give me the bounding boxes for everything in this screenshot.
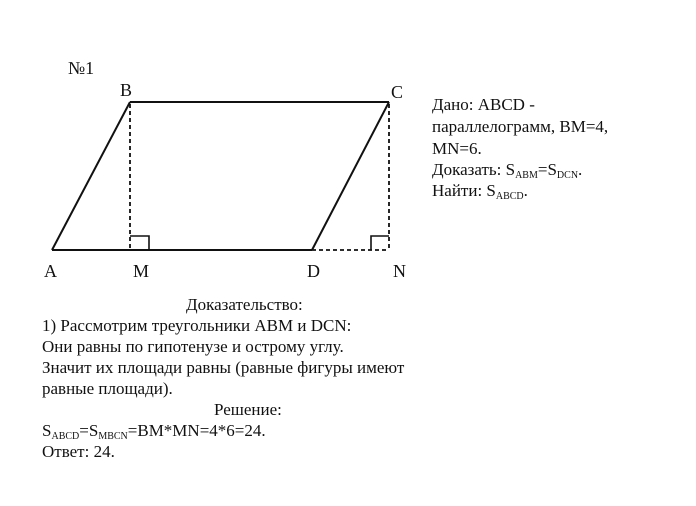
solution-title: Решение: bbox=[214, 400, 282, 419]
point-label-m: M bbox=[133, 261, 150, 281]
solution-sub-abcd: ABCD bbox=[51, 431, 80, 442]
find-sub-abcd: ABCD bbox=[495, 191, 524, 202]
right-angle-m bbox=[130, 236, 149, 250]
proof-title: Доказательство: bbox=[186, 295, 303, 314]
find-prefix: Найти: S bbox=[432, 181, 496, 200]
problem-number: №1 bbox=[68, 58, 95, 78]
solution-eq: =S bbox=[79, 421, 99, 440]
given-line-3: MN=6. bbox=[432, 139, 482, 158]
prove-sub-abm: ABM bbox=[515, 170, 538, 181]
prove-prefix: Доказать: S bbox=[432, 160, 516, 179]
side-cd bbox=[312, 102, 389, 250]
given-line-2: параллелограмм, BM=4, bbox=[432, 117, 609, 136]
right-angle-n bbox=[371, 236, 389, 250]
find-end: . bbox=[523, 181, 528, 200]
point-label-c: C bbox=[391, 82, 404, 102]
solution-sub-mbcn: MBCN bbox=[98, 431, 128, 442]
prove-eq: =S bbox=[537, 160, 557, 179]
point-label-b: B bbox=[120, 80, 133, 100]
proof-line-4: равные площади). bbox=[42, 379, 173, 398]
solution-rest: =BM*MN=4*6=24. bbox=[127, 421, 266, 440]
proof-line-1: 1) Рассмотрим треугольники ABM и DCN: bbox=[42, 316, 352, 335]
point-label-n: N bbox=[393, 261, 406, 281]
prove-end: . bbox=[578, 160, 583, 179]
side-ab bbox=[52, 102, 130, 250]
prove-sub-dcn: DCN bbox=[556, 170, 579, 181]
solution-s1: S bbox=[42, 421, 52, 440]
given-line-1: Дано: ABCD - bbox=[432, 95, 535, 114]
proof-line-3: Значит их площади равны (равные фигуры имеют bbox=[42, 358, 405, 377]
point-label-d: D bbox=[307, 261, 320, 281]
point-label-a: A bbox=[44, 261, 57, 281]
find-line bbox=[432, 181, 528, 207]
proof-line-2: Они равны по гипотенузе и острому углу. bbox=[42, 337, 344, 356]
answer-line: Ответ: 24. bbox=[42, 442, 115, 461]
